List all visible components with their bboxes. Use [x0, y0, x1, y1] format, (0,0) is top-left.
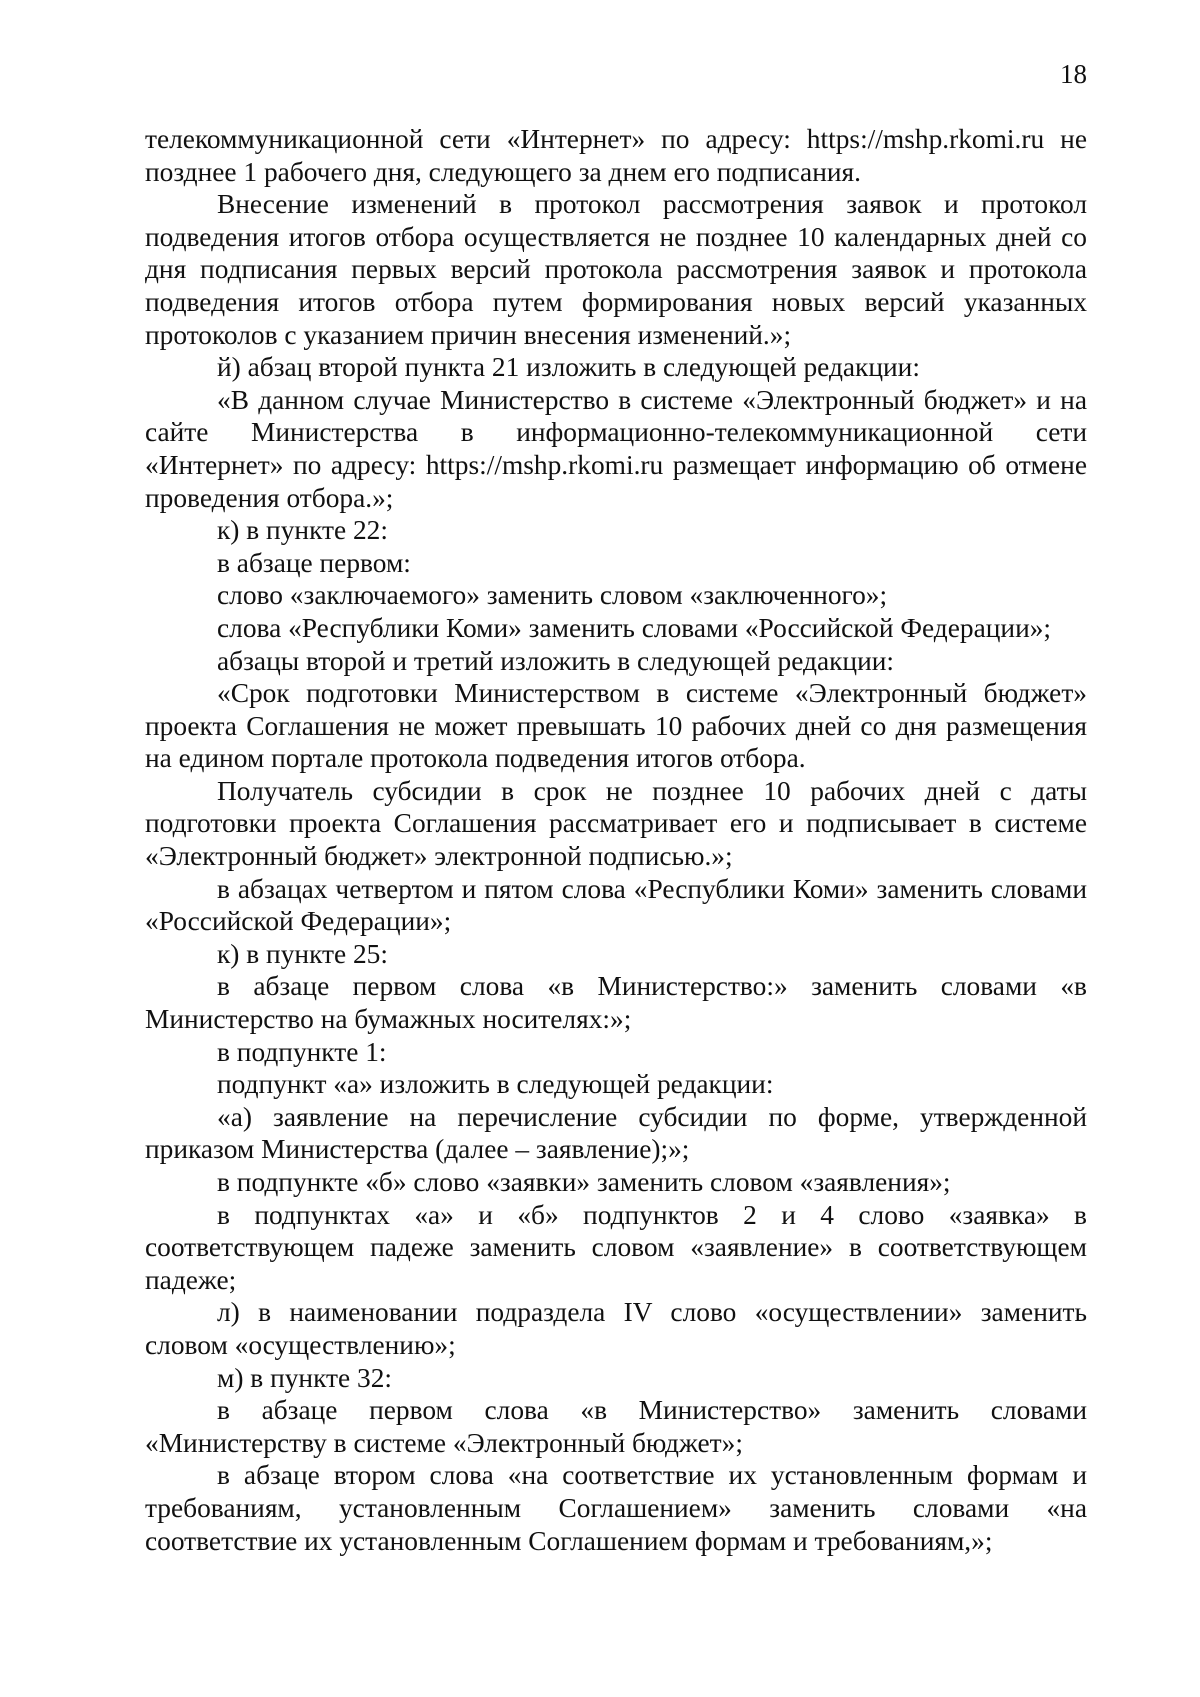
document-paragraph: в подпункте 1:: [217, 1036, 387, 1067]
document-paragraph: й) абзац второй пункта 21 изложить в следующей редакции:: [217, 352, 920, 383]
document-paragraph: слова «Республики Коми» заменить словами «Российской Федерации»;: [217, 612, 1052, 643]
document-paragraph: м) в пункте 32:: [217, 1362, 393, 1393]
document-paragraph: л) в наименовании подраздела IV слово «осуществлении» заменить словом «осуществлению»;: [145, 1297, 1087, 1360]
document-paragraph: в абзаце втором слова «на соответствие их установленным формам и требованиям, установленным Соглашением» заменить словами «на соответствие их установленным Соглашением формам и требованиям,»;: [145, 1460, 1087, 1556]
document-paragraph: абзацы второй и третий изложить в следующей редакции:: [217, 645, 895, 676]
document-paragraph: Внесение изменений в протокол рассмотрения заявок и протокол подведения итогов отбора осуществляется не позднее 10 календарных дней со дня подписания первых версий протокола рассмотрения заявок и протокола подведения итогов отбора путем формирования новых версий указанных протоколов с указанием причин внесения изменений.»;: [145, 189, 1087, 350]
page-number: 18: [1060, 59, 1087, 89]
document-body: [145, 123, 1087, 1557]
document-paragraph: в абзаце первом:: [217, 547, 411, 578]
document-paragraph: «В данном случае Министерство в системе «Электронный бюджет» и на сайте Министерства в информационно-телекоммуникационной сети «Интернет» по адресу: https://mshp.rkomi.ru размещает информацию об отмене проведения отбора.»;: [145, 384, 1087, 513]
document-paragraph: «а) заявление на перечисление субсидии по форме, утвержденной приказом Министерства (далее – заявление);»;: [145, 1101, 1087, 1165]
document-paragraph: к) в пункте 22:: [217, 515, 388, 546]
document-paragraph: в подпунктах «а» и «б» подпунктов 2 и 4 слово «заявка» в соответствующем падеже заменить словом «заявление» в соответствующем падеже;: [145, 1199, 1087, 1295]
document-paragraph: к) в пункте 25:: [217, 938, 388, 969]
document-paragraph: Получатель субсидии в срок не позднее 10 рабочих дней с даты подготовки проекта Соглашения рассматривает его и подписывает в системе «Электронный бюджет» электронной подписью.»;: [145, 775, 1087, 872]
document-paragraph: в абзацах четвертом и пятом слова «Республики Коми» заменить словами «Российской Федерации»;: [145, 873, 1087, 937]
document-paragraph: в подпункте «б» слово «заявки» заменить словом «заявления»;: [217, 1167, 951, 1197]
document-paragraph: «Срок подготовки Министерством в системе «Электронный бюджет» проекта Соглашения не может превышать 10 рабочих дней со дня размещения на едином портале протокола подведения итогов отбора.: [145, 678, 1087, 774]
document-paragraph: в абзаце первом слова «в Министерство» заменить словами «Министерству в системе «Электронный бюджет»;: [145, 1395, 1087, 1458]
document-paragraph: в абзаце первом слова «в Министерство:» заменить словами «в Министерство на бумажных носителях:»;: [145, 971, 1087, 1035]
document-paragraph: слово «заключаемого» заменить словом «заключенного»;: [217, 580, 888, 611]
document-paragraph: телекоммуникационной сети «Интернет» по адресу: https://mshp.rkomi.ru не позднее 1 рабочего дня, следующего за днем его подписания.: [145, 124, 1087, 187]
document-paragraph: подпункт «а» изложить в следующей редакции:: [217, 1069, 774, 1100]
